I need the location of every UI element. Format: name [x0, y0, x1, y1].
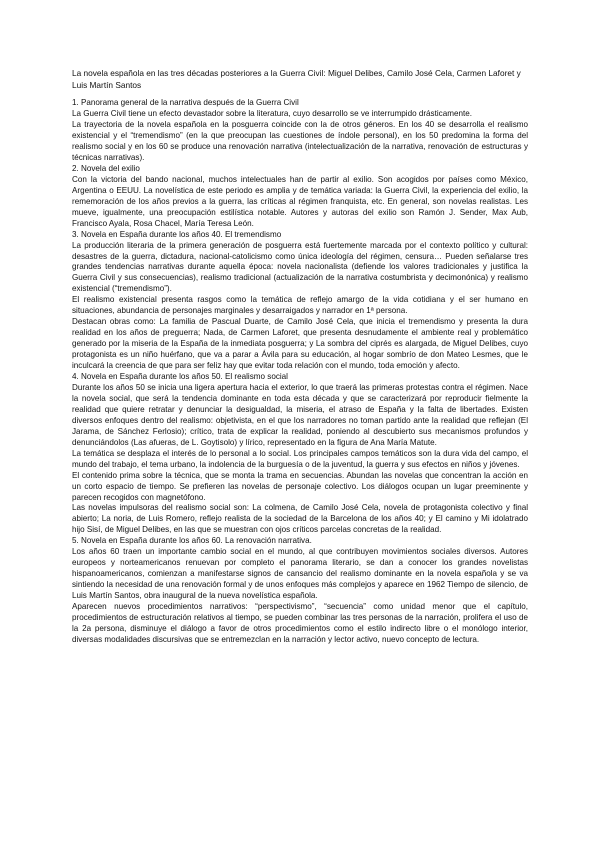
section-4: [72, 372, 528, 536]
section-heading: 5. Novela en España durante los años 60. La renovación narrativa.: [72, 536, 312, 546]
paragraph: El realismo existencial presenta rasgos como la temática de reflejo amargo de la vida cotidiana y el ser humano en situaciones, abundancia de personajes marginales y desarraigados y narrador en 1ª persona.: [72, 295, 528, 316]
section-heading: 3. Novela en España durante los años 40. El tremendismo: [72, 229, 282, 239]
paragraph: La temática se desplaza el interés de lo personal a lo social. Los principales campos temáticos son la dura vida del campo, el mundo del trabajo, el tema urbano, la indolencia de la burguesía o de la juventud, la guerra y sus efectos en niños y jóvenes.: [72, 448, 528, 469]
paragraph: Las novelas impulsoras del realismo social son: La colmena, de Camilo José Cela, novela de protagonista colectivo y final abierto; La noria, de Luis Romero, reflejo realista de la sociedad de la Barcelona de los años 40; y El camino y Mi idolatrado hijo Sisí, de Miguel Delibes, en las que se muestran con ojos críticos parcelas concretas de la realidad.: [72, 503, 528, 535]
document-title: La novela española en las tres décadas posteriores a la Guerra Civil: Miguel Delibes, Camilo José Cela, Carmen Laforet y Luis Martín Santos: [72, 68, 521, 90]
section-5: [72, 536, 528, 646]
section-2: [72, 164, 528, 230]
section-heading: 2. Novela del exilio: [72, 163, 140, 173]
paragraph: Destacan obras como: La familia de Pascual Duarte, de Camilo José Cela, que inicia el tremendismo y presenta la dura realidad en los años de preguerra; Nada, de Carmen Laforet, que presenta desnudamente el ambiente real y problemático generado por la miseria de la España de la inmediata posguerra; y La sombra del ciprés es alargada, de Miguel Delibes, cuyo protagonista es un niño huérfano, que va a parar a Ávila para su educación, al hogar sombrío de don Mateo Lesmes, que le inculcará la creencia de que para ser feliz hay que evitar toda relación con el mundo, toda emoción y afecto.: [72, 317, 528, 371]
paragraph: Durante los años 50 se inicia una ligera apertura hacia el exterior, lo que traerá las primeras protestas contra el régimen. Nace la novela social, que será la tendencia dominante en toda esta década y que se caracterizará por reproducir fielmente la realidad que quiere retratar y denunciar la desigualdad, la miseria, el atraso de España y la falta de libertades. Existen diversos enfoques dentro del realismo: objetivista, en el que los narradores no toman partido ante la realidad que reflejan (El Jarama, de Sánchez Ferlosio); crítico, trata de explicar la realidad, poniendo al descubierto sus mecanismos profundos y denunciándolos (Las afueras, de L. Goytisolo) y lírico, representado en la figura de Ana María Matute.: [72, 382, 528, 447]
paragraph: La Guerra Civil tiene un efecto devastador sobre la literatura, cuyo desarrollo se ve interrumpido drásticamente.: [72, 109, 472, 119]
paragraph: Aparecen nuevos procedimientos narrativos: “perspectivismo”, “secuencia” como unidad menor que el capítulo, procedimientos de estructuración relativos al tiempo, se pueden combinar las tres personas de la narración, prolifera el uso de la 2a persona, disminuye el diálogo a favor de otros procedimientos como el estilo indirecto libre o el monólogo interior, diversas modalidades discursivas que se entremezclan en la narración y lector activo, nuevo concepto de lectura.: [72, 602, 528, 644]
paragraph: La trayectoria de la novela española en la posguerra coincide con la de otros géneros. En los 40 se desarrolla el realismo existencial y el “tremendismo” (en la que preocupan las cuestiones de índole personal), en los 50 predomina la forma del realismo social y en los 60 se produce una renovación narrativa (intelectualización de la narrativa, renovación de estructuras y técnicas narrativas).: [72, 120, 528, 162]
section-heading: 1. Panorama general de la narrativa después de la Guerra Civil: [72, 98, 299, 108]
paragraph: Con la victoria del bando nacional, muchos intelectuales han de partir al exilio. Son acogidos por países como México, Argentina o EEUU. La novelística de este periodo es amplia y de temática variada: la Guerra Civil, la experiencia del exilio, la rememoración de los años previos a la guerra, las críticas al régimen franquista, etc. En general, son novelas realistas. Les mueve, igualmente, una preocupación estilística notable. Autores y autoras del exilio son Ramón J. Sender, Max Aub, Francisco Ayala, Rosa Chacel, María Teresa León.: [72, 174, 528, 228]
section-heading: 4. Novela en España durante los años 50. El realismo social: [72, 372, 288, 382]
paragraph: La producción literaria de la primera generación de posguerra está fuertemente marcada por el contexto político y cultural: desastres de la guerra, dictadura, nacional-catolicismo como única ideología del régimen, censura… Pueden señalarse tres grandes tendencias narrativas durante aquella época: novela nacionalista (defiende los valores tradicionales y justifica la Guerra Civil y sus consecuencias), realismo tradicional (actualización de la narrativa costumbrista y decimonónica) y realismo existencial (“tremendismo”).: [72, 240, 528, 294]
section-3: [72, 230, 528, 372]
section-1: [72, 98, 528, 164]
paragraph: Los años 60 traen un importante cambio social en el mundo, al que contribuyen movimientos sociales diversos. Autores europeos y norteamericanos renuevan por completo el panorama literario, se dan a conocer los grandes novelistas hispanoamericanos, comienzan a manifestarse signos de cansancio del realismo dominante en la novela española y se va sintiendo la necesidad de una renovación formal y de unos enfoques más complejos y aparece en 1962 Tiempo de silencio, de Luis Martín Santos, obra inaugural de la nueva novelística española.: [72, 547, 528, 601]
paragraph: El contenido prima sobre la técnica, que se monta la trama en secuencias. Abundan las novelas que concentran la acción en un corto espacio de tiempo. Se prefieren las novelas de personaje colectivo. Los diálogos ocupan un lugar preeminente y parecen recogidos con magnetófono.: [72, 470, 528, 502]
